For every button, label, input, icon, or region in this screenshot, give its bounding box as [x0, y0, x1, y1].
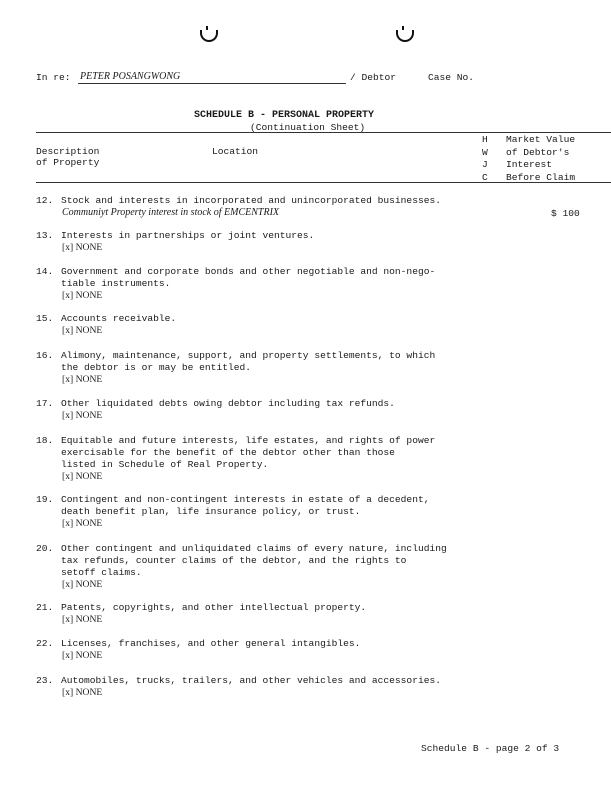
item-text-line: the debtor is or may be entitled.	[61, 362, 251, 373]
item-number: 22.	[36, 638, 54, 649]
header-rule	[36, 182, 611, 183]
item-text-line: exercisable for the benefit of the debtor other than those	[61, 447, 395, 458]
item-none: [x] NONE	[62, 650, 103, 661]
col-market-2: of Debtor's	[506, 147, 570, 158]
item-text-line: Interests in partnerships or joint ventures.	[61, 230, 315, 241]
schedule-subtitle: (Continuation Sheet)	[250, 122, 366, 133]
item-none: [x] NONE	[62, 614, 103, 625]
item-text-line: death benefit plan, life insurance policy, or trust.	[61, 506, 361, 517]
schedule-title: SCHEDULE B - PERSONAL PROPERTY	[194, 110, 375, 121]
page-footer: Schedule B - page 2 of 3	[421, 743, 560, 754]
item-text-line: listed in Schedule of Real Property.	[61, 459, 269, 470]
item-text-line: Other liquidated debts owing debtor including tax refunds.	[61, 398, 395, 409]
item-note: Communiyt Property interest in stock of EMCENTRIX	[62, 207, 280, 218]
col-description-2: of Property	[36, 157, 100, 168]
item-number: 15.	[36, 313, 54, 324]
item-none: [x] NONE	[62, 374, 103, 385]
col-market-4: Before Claim	[506, 172, 576, 183]
col-w: W	[482, 147, 488, 158]
item-none: [x] NONE	[62, 687, 103, 698]
col-market-3: Interest	[506, 159, 553, 170]
item-text-line: setoff claims.	[61, 567, 142, 578]
debtor-name: PETER POSANGWONG	[80, 71, 181, 82]
item-none: [x] NONE	[62, 410, 103, 421]
item-number: 17.	[36, 398, 54, 409]
col-c: C	[482, 172, 488, 183]
debtor-name-underline	[78, 83, 346, 84]
item-none: [x] NONE	[62, 518, 103, 529]
item-number: 20.	[36, 543, 54, 554]
item-text-line: Patents, copyrights, and other intellectual property.	[61, 602, 367, 613]
col-description-1: Description	[36, 146, 100, 157]
item-number: 13.	[36, 230, 54, 241]
item-number: 19.	[36, 494, 54, 505]
item-none: [x] NONE	[62, 471, 103, 482]
binder-mark-right-icon	[396, 30, 414, 42]
item-text-line: Other contingent and unliquidated claims of every nature, including	[61, 543, 447, 554]
item-number: 21.	[36, 602, 54, 613]
col-market-1: Market Value	[506, 134, 576, 145]
item-text-line: Contingent and non-contingent interests in estate of a decedent,	[61, 494, 430, 505]
item-text-line: Alimony, maintenance, support, and property settlements, to which	[61, 350, 436, 361]
case-number-label: Case No.	[428, 72, 475, 83]
item-number: 23.	[36, 675, 54, 686]
item-text-line: Automobiles, trucks, trailers, and other vehicles and accessories.	[61, 675, 441, 686]
col-h: H	[482, 134, 488, 145]
item-number: 14.	[36, 266, 54, 277]
item-text-line: Government and corporate bonds and other negotiable and non-nego-	[61, 266, 436, 277]
debtor-label: / Debtor	[350, 72, 397, 83]
item-number: 16.	[36, 350, 54, 361]
item-text-line: Stock and interests in incorporated and unincorporated businesses.	[61, 195, 441, 206]
item-none: [x] NONE	[62, 242, 103, 253]
in-re-label: In re:	[36, 72, 71, 83]
item-text-line: Licenses, franchises, and other general intangibles.	[61, 638, 361, 649]
col-location: Location	[212, 146, 259, 157]
item-text-line: tax refunds, counter claims of the debtor, and the rights to	[61, 555, 407, 566]
item-text-line: Accounts receivable.	[61, 313, 177, 324]
col-j: J	[482, 159, 488, 170]
item-text-line: tiable instruments.	[61, 278, 171, 289]
item-none: [x] NONE	[62, 290, 103, 301]
item-none: [x] NONE	[62, 579, 103, 590]
binder-mark-left-icon	[200, 30, 218, 42]
item-none: [x] NONE	[62, 325, 103, 336]
item-number: 12.	[36, 195, 54, 206]
title-rule	[36, 132, 611, 133]
item-value: $ 100	[551, 208, 580, 219]
item-number: 18.	[36, 435, 54, 446]
item-text-line: Equitable and future interests, life estates, and rights of power	[61, 435, 436, 446]
